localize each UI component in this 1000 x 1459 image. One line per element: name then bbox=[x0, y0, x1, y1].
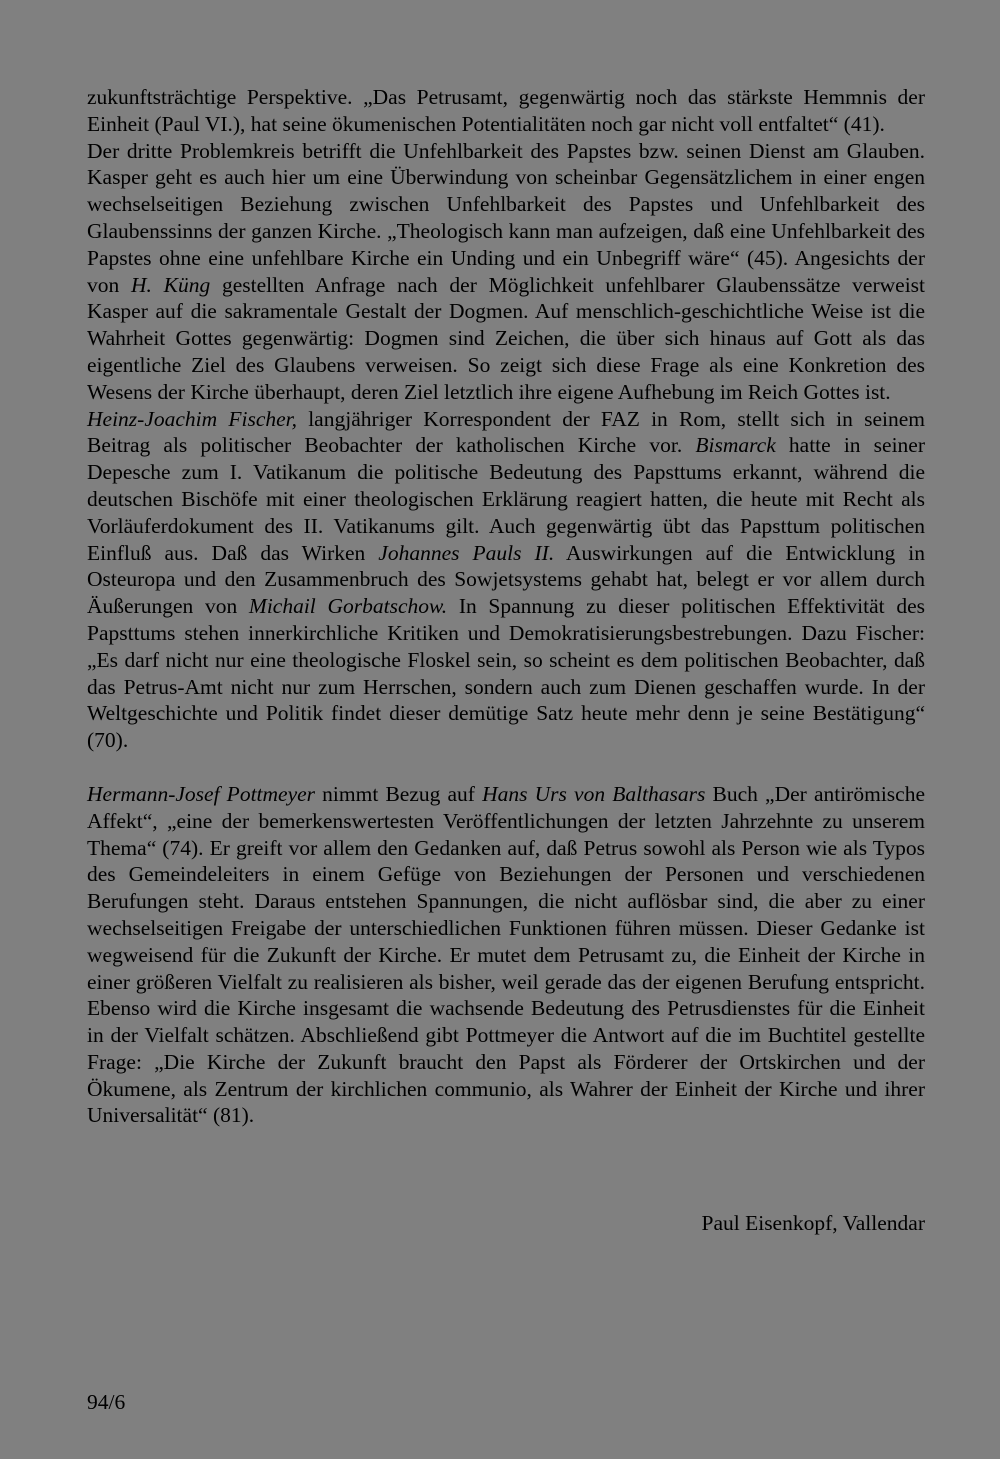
italic-name: Hans Urs von Balthasars bbox=[482, 781, 706, 806]
text-segment: hatte in seiner Depesche zum I. Vatikanum die politische Bedeutung des Papsttums erkannt, während die deutschen Bischöfe mit einer theologischen Erklärung reagiert hatten, die heute mit Recht als Vorläuferdokument des II. Vatikanums gilt. Auch gegenwärtig übt das Papsttum politischen Einfluß aus. Daß das Wirken bbox=[87, 433, 926, 565]
reviewer-signature: Paul Eisenkopf, Vallendar bbox=[701, 1211, 925, 1235]
italic-name: Michail Gorbatschow. bbox=[248, 594, 448, 619]
italic-name: Heinz-Joachim Fischer, bbox=[87, 406, 298, 431]
text-segment: Auswirkungen auf die Entwicklung in Osteuropa und den Zusammenbruch des Sowjetsystems gehabt hat, belegt er vor allem durch Äußerungen von bbox=[87, 540, 925, 619]
body-paragraph bbox=[87, 406, 925, 754]
page-number: 94/6 bbox=[87, 1390, 126, 1414]
italic-name: Johannes Pauls II. bbox=[378, 540, 555, 565]
text-segment: zukunftsträchtige Perspektive. „Das Petrusamt, gegenwärtig noch das stärkste Hemmnis der Einheit (Paul VI.), hat seine ökumenischen Potentialitäten noch gar nicht voll entfaltet“ (41). bbox=[87, 85, 925, 136]
review-text-body bbox=[87, 84, 925, 1129]
text-segment: Der dritte Problemkreis betrifft die Unfehlbarkeit des Papstes bzw. seinen Dienst am Glauben. Kasper geht es auch hier um eine Überwindung von scheinbar Gegensätzlichem in einer engen wechselseitigen Beziehung zwischen Unfehlbarkeit des Papstes und Unfehlbarkeit des Glaubenssinns der ganzen Kirche. „Theologisch kann man aufzeigen, daß eine Unfehlbarkeit des Papstes ohne eine unfehlbare Kirche ein Unding und ein Unbegriff wäre“ (45). Angesichts der von bbox=[87, 138, 925, 297]
italic-name: Hermann-Josef Pottmeyer bbox=[87, 781, 316, 806]
text-segment: gestellten Anfrage nach der Möglichkeit unfehlbarer Glaubenssätze verweist Kasper auf die sakramentale Gestalt der Dogmen. Auf menschlich-geschichtliche Weise ist die Wahrheit Gottes gegenwärtig: Dogmen sind Zeichen, die über sich hinaus auf Gott als das eigentliche Ziel des Glaubens verweisen. So zeigt sich diese Frage als eine Konkretion des Wesens der Kirche überhaupt, deren Ziel letztlich ihre eigene Aufhebung im Reich Gottes ist. bbox=[87, 272, 926, 404]
text-segment: langjähriger Korrespondent der FAZ in Rom, stellt sich in seinem Beitrag als politischer Beobachter der katholischen Kirche vor. bbox=[87, 406, 925, 458]
text-segment: In Spannung zu dieser politischen Effektivität des Papsttums stehen innerkirchliche Kritiken und Demokratisierungsbestrebungen. Dazu Fischer: „Es darf nicht nur eine theologische Floskel sein, so scheint es dem politischen Beobachter, daß das Petrus-Amt nicht nur zum Herrschen, sondern auch zum Dienen geschaffen wurde. In der Weltgeschichte und Politik findet dieser demütige Satz heute mehr denn je seine Bestätigung“ (70). bbox=[87, 594, 925, 753]
body-paragraph bbox=[87, 84, 925, 138]
body-paragraph bbox=[87, 138, 925, 406]
paragraph-gap bbox=[87, 754, 925, 781]
italic-name: H. Küng bbox=[131, 272, 211, 297]
text-segment: Buch „Der antirömische Affekt“, „eine der bemerkenswertesten Veröffentlichungen der letzten Jahrzehnte zu unserem Thema“ (74). Er greift vor allem den Gedanken auf, daß Petrus sowohl als Person wie als Typos des Gemeindeleiters in einem Gefüge von Beziehungen der Personen und verschiedenen Berufungen steht. Daraus entstehen Spannungen, die nicht auflösbar sind, die aber zu einer wechselseitigen Freigabe der unterschiedlichen Funktionen führen müssen. Dieser Gedanke ist wegweisend für die Zukunft der Kirche. Er mutet dem Petrusamt zu, die Einheit der Kirche in einer größeren Vielfalt zu realisieren als bisher, weil gerade das der eigenen Berufung entspricht. Ebenso wird die Kirche insgesamt die wachsende Bedeutung des Petrusdienstes für die Einheit in der Vielfalt schätzen. Abschließend gibt Pottmeyer die Antwort auf die im Buchtitel gestellte Frage: „Die Kirche der Zukunft braucht den Papst als Förderer der Ortskirchen und der Ökumene, als Zentrum der kirchlichen communio, als Wahrer der Einheit der Kirche und ihrer Universalität“ (81). bbox=[87, 781, 925, 1128]
text-segment: nimmt Bezug auf bbox=[315, 781, 483, 806]
italic-name: Bismarck bbox=[695, 433, 776, 458]
body-paragraph bbox=[87, 781, 925, 1129]
